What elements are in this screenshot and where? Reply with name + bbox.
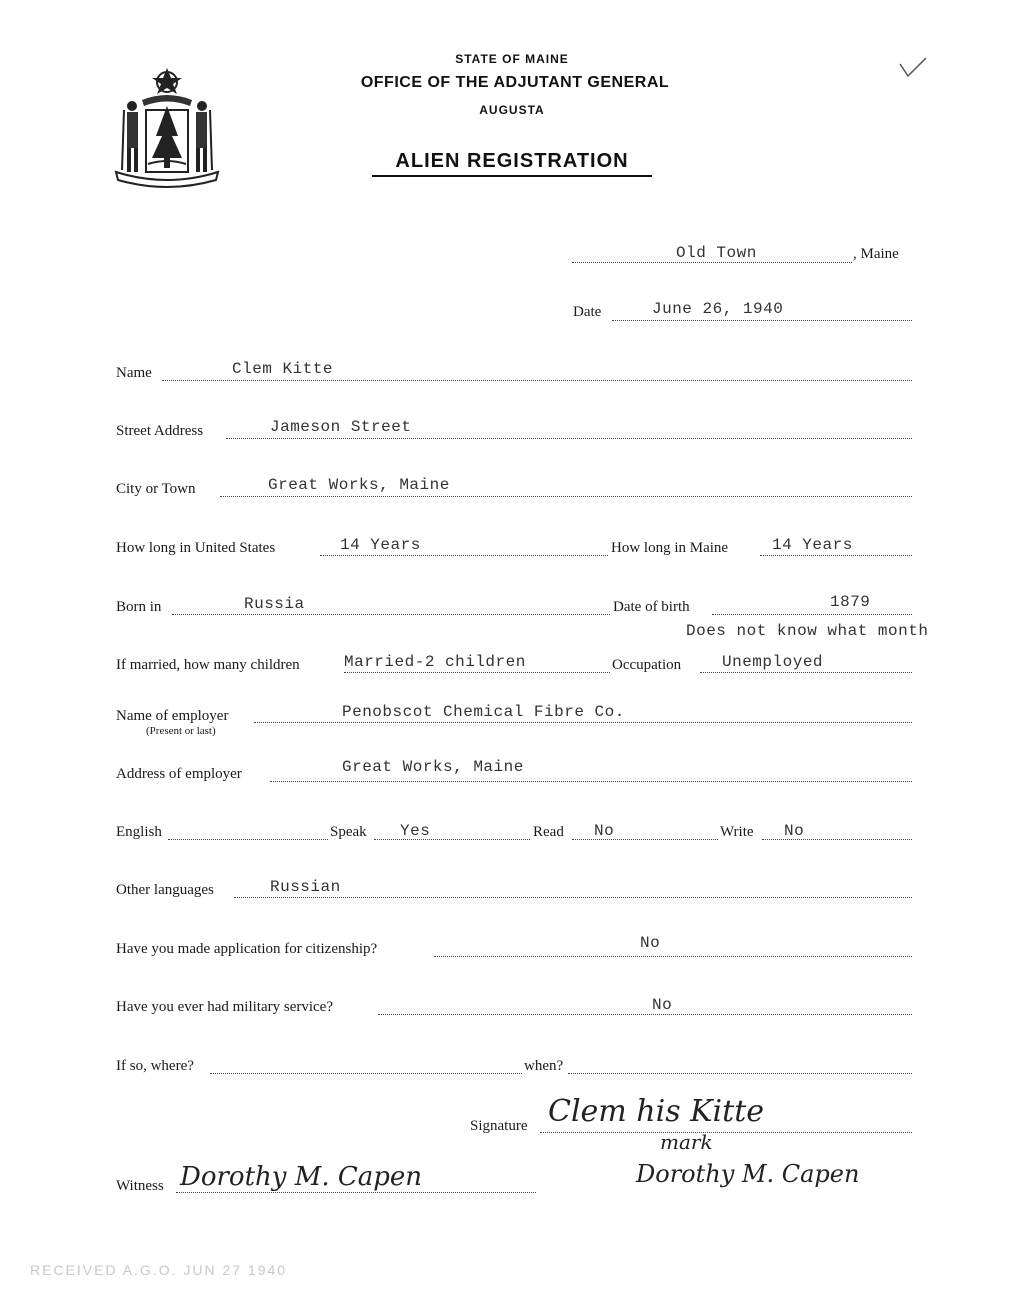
date-label: Date [573, 304, 602, 320]
occupation-line [700, 672, 912, 673]
married-label: If married, how many children [116, 657, 300, 673]
us-label: How long in United States [116, 540, 276, 556]
witness2-signature: Dorothy M. Capen [636, 1160, 860, 1188]
born-value: Russia [244, 595, 305, 613]
citizenship-line [434, 956, 912, 957]
emp-addr-value: Great Works, Maine [342, 758, 524, 776]
when-label: when? [524, 1058, 564, 1074]
military-value: No [652, 996, 673, 1014]
witness-signature: Dorothy M. Capen [180, 1162, 423, 1192]
married-value: Married-2 children [344, 653, 526, 671]
employer-sub-label: (Present or last) [146, 725, 216, 737]
dob-value: 1879 [830, 593, 871, 611]
emp-addr-label: Address of employer [116, 766, 242, 782]
date-line [612, 320, 912, 321]
us-value: 14 Years [340, 536, 421, 554]
other-lang-value: Russian [270, 878, 341, 896]
street-label: Street Address [116, 423, 204, 439]
street-line [226, 438, 912, 439]
occupation-label: Occupation [612, 657, 682, 673]
speak-line [374, 839, 530, 840]
maine-label: , Maine [853, 246, 899, 262]
employer-value: Penobscot Chemical Fibre Co. [342, 703, 625, 721]
signature-value: Clem his Kitte [548, 1094, 765, 1129]
signature-label: Signature [470, 1118, 528, 1134]
read-label: Read [533, 824, 564, 840]
town-value: Old Town [676, 244, 757, 262]
mark-text: mark [660, 1130, 713, 1154]
write-label: Write [720, 824, 754, 840]
occupation-value: Unemployed [722, 653, 824, 671]
english-line [168, 839, 328, 840]
town-line [572, 262, 852, 263]
other-lang-line [234, 897, 912, 898]
date-value: June 26, 1940 [652, 300, 784, 318]
maine-time-label: How long in Maine [611, 540, 729, 556]
where-line [210, 1073, 522, 1074]
maine-time-value: 14 Years [772, 536, 853, 554]
military-label: Have you ever had military service? [116, 999, 333, 1015]
dob-note: Does not know what month [686, 622, 929, 640]
dob-line [712, 614, 912, 615]
read-value: No [594, 822, 615, 840]
dob-label: Date of birth [613, 599, 690, 615]
city-label: City or Town [116, 481, 196, 497]
english-label: English [116, 824, 162, 840]
name-label: Name [116, 365, 152, 381]
city-line [220, 496, 912, 497]
other-lang-label: Other languages [116, 882, 214, 898]
military-line [378, 1014, 912, 1015]
born-label: Born in [116, 599, 162, 615]
header-city: AUGUSTA [479, 103, 545, 117]
employer-line [254, 722, 912, 723]
witness-label: Witness [116, 1178, 164, 1194]
citizenship-value: No [640, 934, 661, 952]
employer-label: Name of employer [116, 708, 229, 724]
citizenship-label: Have you made application for citizenship? [116, 941, 378, 957]
where-label: If so, where? [116, 1058, 194, 1074]
witness-line [176, 1192, 536, 1193]
form-title: ALIEN REGISTRATION [372, 150, 652, 177]
us-line [320, 555, 608, 556]
when-line [568, 1073, 912, 1074]
received-stamp: RECEIVED A.G.O. JUN 27 1940 [30, 1262, 288, 1278]
name-value: Clem Kitte [232, 360, 334, 378]
speak-value: Yes [400, 822, 431, 840]
speak-label: Speak [330, 824, 367, 840]
city-value: Great Works, Maine [268, 476, 450, 494]
married-line [344, 672, 610, 673]
header-state: STATE OF MAINE [455, 52, 569, 66]
emp-addr-line [270, 781, 912, 782]
signature-line [540, 1132, 912, 1133]
header-office: OFFICE OF THE ADJUTANT GENERAL [360, 74, 670, 91]
maine-state-seal-icon [112, 66, 222, 190]
write-value: No [784, 822, 805, 840]
maine-time-line [760, 555, 912, 556]
born-line [172, 614, 610, 615]
check-mark-icon [896, 54, 930, 80]
name-line [162, 380, 912, 381]
street-value: Jameson Street [270, 418, 412, 436]
